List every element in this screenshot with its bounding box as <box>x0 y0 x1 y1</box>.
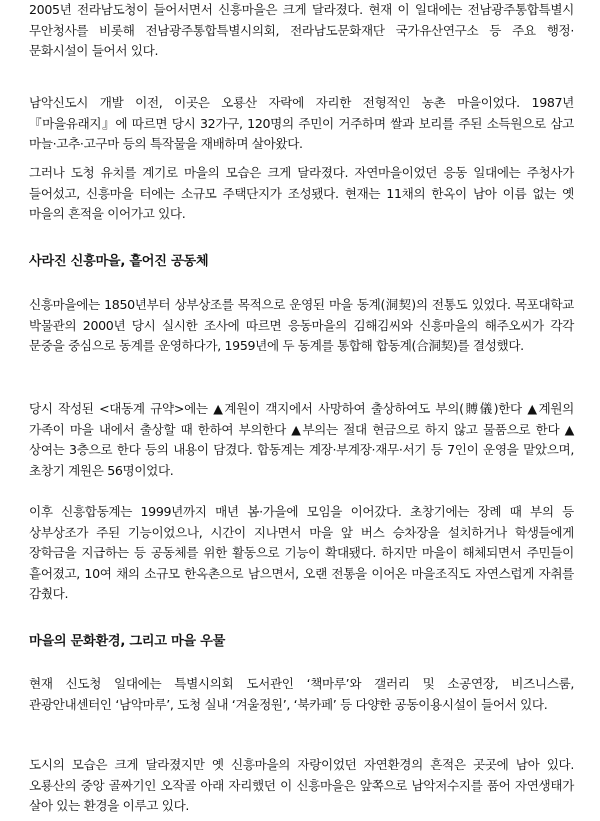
paragraph-later-years: 이후 신흥합동계는 1999년까지 매년 봄·가을에 모임을 이어갔다. 초창기에는 장례 때 부의 등 상부상조가 주된 기능이었으나, 시간이 지나면서 마을 앞 버스 승차장을 설치하거나 학생들에게 장학금을 지급하는 등 공동체를 위한 활동으로 기능이 확대됐다. 하지만 마을이 해체되면서 주민들이 흩어졌고, 10여 채의 소규모 한옥촌으로 남으면서, 오랜 전통을 이어온 마을조직도 자연스럽게 자취를 감췄다. <box>29 504 574 601</box>
paragraph-environment: 도시의 모습은 크게 달라졌지만 옛 신흥마을의 자랑이었던 자연환경의 흔적은 곳곳에 남아 있다. 오룡산의 중앙 골짜기인 오작골 아래 자리했던 이 신흥마을은 앞쪽으로 남악저수지를 품어 자연생태가 살아 있는 환경을 이루고 있다. <box>29 757 574 813</box>
paragraph-change: 그러나 도청 유치를 계기로 마을의 모습은 크게 달라졌다. 자연마을이었던 응동 일대에는 주청사가 들어섰고, 신흥마을 터에는 소규모 주택단지가 조성됐다. 현재는 11채의 한옥이 남아 이름 없는 옛 마을의 흔적을 이어가고 있다. <box>29 165 574 221</box>
paragraph-history: 남악신도시 개발 이전, 이곳은 오룡산 자락에 자리한 전형적인 농촌 마을이었다. 1987년 『마을유래지』에 따르면 당시 32가구, 120명의 주민이 거주하며 쌀과 보리를 주된 소득원으로 삼고 마늘·고추·고구마 등의 특작물을 재배하며 살아왔다. <box>29 95 574 151</box>
paragraph-regulations: 당시 작성된 <대동계 규약>에는 ▲계원이 객지에서 사망하여 출상하여도 부의(賻儀)한다 ▲계원의 가족이 마을 내에서 출상할 때 한하여 부의한다 ▲부의는 절대 현금으로 하지 않고 물품으로 한다 ▲상여는 3층으로 한다 등의 내용이 담겼다. 합동계는 계장·부계장·재무·서기 등 7인이 운영을 맡았으며, 초창기 계원은 56명이었다. <box>29 401 574 478</box>
section-heading-community: 사라진 신흥마을, 흩어진 공동체 <box>29 254 209 269</box>
paragraph-facilities: 현재 신도청 일대에는 특별시의회 도서관인 ‘책마루’와 갤러리 및 소공연장, 비즈니스룸, 관광안내센터인 ‘남악마루’, 도청 실내 ‘겨울정원’, ‘북카페’ 등 다양한 공동이용시설이 들어서 있다. <box>29 676 574 712</box>
paragraph-intro: 2005년 전라남도청이 들어서면서 신흥마을은 크게 달라졌다. 현재 이 일대에는 전남광주통합특별시 무안청사를 비롯해 전남광주통합특별시의회, 전라남도문화재단 국가유산연구소 등 주요 행정·문화시설이 들어서 있다. <box>29 2 574 58</box>
section-heading-culture: 마을의 문화환경, 그리고 마을 우물 <box>29 634 226 649</box>
paragraph-dongye: 신흥마을에는 1850년부터 상부상조를 목적으로 운영된 마을 동계(洞契)의 전통도 있었다. 목포대학교 박물관의 2000년 당시 실시한 조사에 따르면 응동마을의 김해김씨와 신흥마을의 해주오씨가 각각 문중을 중심으로 동계를 운영하다가, 1959년에 두 동계를 통합해 합동계(合洞契)를 결성했다. <box>29 297 574 353</box>
